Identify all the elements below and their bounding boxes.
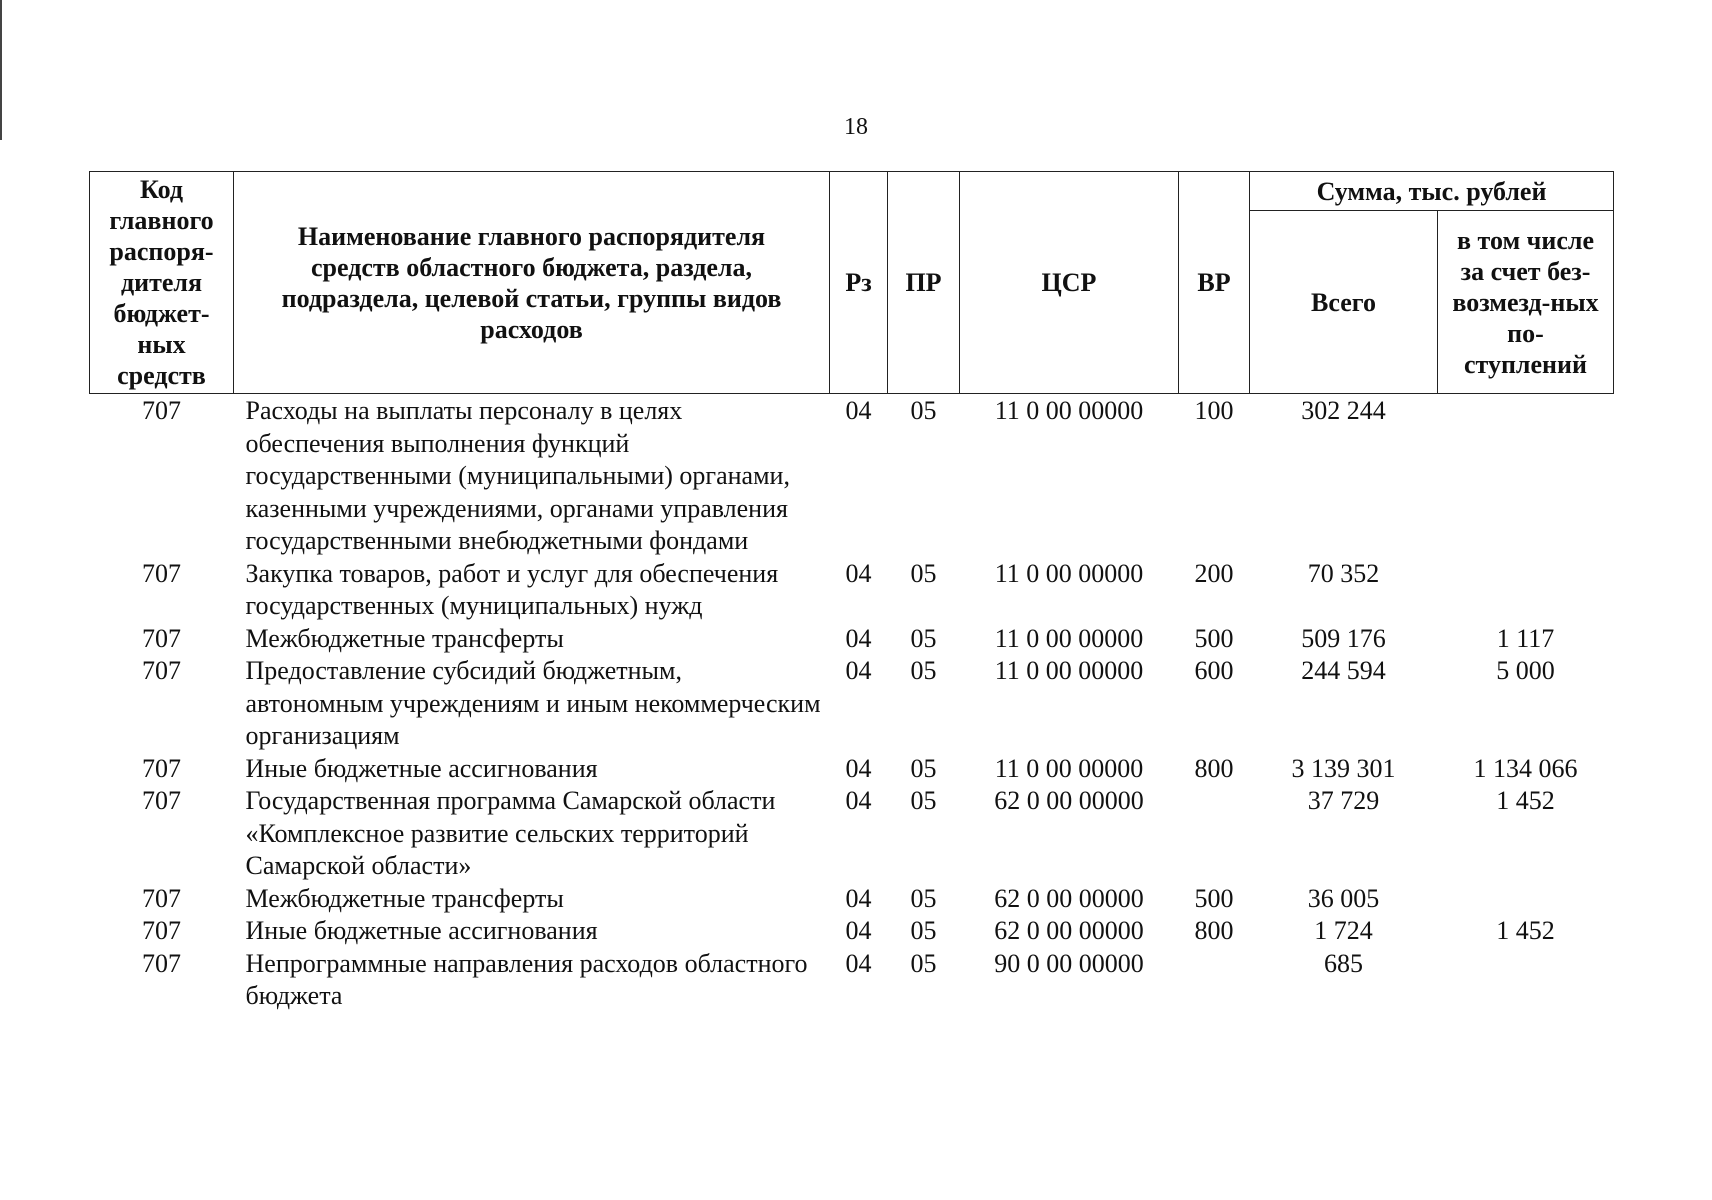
table-row <box>90 394 1614 558</box>
cell-pr: 05 <box>910 753 937 783</box>
cell-pr: 05 <box>910 623 937 653</box>
cell-total: 3 139 301 <box>1291 753 1396 783</box>
cell-grants: 1 117 <box>1496 623 1555 653</box>
cell-name: Межбюджетные трансферты <box>245 883 564 913</box>
cell-grants <box>1438 558 1614 623</box>
cell-pr: 05 <box>910 916 937 945</box>
cell-rz: 04 <box>845 753 872 783</box>
header-pr: ПР <box>888 172 960 394</box>
cell-rz: 04 <box>845 396 872 425</box>
cell-vr <box>1179 785 1250 883</box>
header-total: Всего <box>1250 211 1438 394</box>
cell-code: 707 <box>142 948 181 978</box>
cell-total: 509 176 <box>1301 623 1386 653</box>
table-row <box>90 623 1614 656</box>
cell-total: 70 352 <box>1307 558 1380 588</box>
table-body <box>90 394 1614 1013</box>
cell-pr: 05 <box>910 558 937 588</box>
cell-rz: 04 <box>845 623 872 653</box>
header-rz: Рз <box>830 172 888 394</box>
cell-csr: 11 0 00 00000 <box>994 753 1144 783</box>
cell-grants: 5 000 <box>1496 656 1555 685</box>
cell-name: Иные бюджетные ассигнования <box>245 916 598 945</box>
table-row <box>90 753 1614 786</box>
cell-code: 707 <box>142 753 181 783</box>
cell-name: Иные бюджетные ассигнования <box>245 753 598 783</box>
cell-name: Межбюджетные трансферты <box>245 623 564 653</box>
cell-grants: 1 452 <box>1496 786 1555 815</box>
cell-total: 36 005 <box>1307 883 1380 913</box>
header-name: Наименование главного распорядителя средств областного бюджета, раздела, подраздела, целевой статьи, группы видов расходов <box>234 172 830 394</box>
cell-vr: 100 <box>1194 396 1234 425</box>
cell-code: 707 <box>142 916 181 945</box>
header-sum-group: Сумма, тыс. рублей <box>1250 172 1614 211</box>
table-row <box>90 883 1614 916</box>
table-row <box>90 948 1614 1013</box>
cell-name: Непрограммные направления расходов областного бюджета <box>245 948 808 1010</box>
cell-grants <box>1438 394 1614 558</box>
cell-name: Предоставление субсидий бюджетным, автономным учреждениям и иным некоммерческим организациям <box>245 656 821 750</box>
table-row <box>90 558 1614 623</box>
cell-pr: 05 <box>910 948 937 978</box>
cell-vr: 800 <box>1194 916 1234 945</box>
cell-total: 1 724 <box>1314 916 1373 945</box>
cell-rz: 04 <box>845 558 872 588</box>
cell-total: 685 <box>1324 948 1363 978</box>
cell-csr: 62 0 00 00000 <box>994 916 1144 945</box>
header-grants: в том числе за счет без-возмезд-ных по-ступлений <box>1438 211 1614 394</box>
cell-pr: 05 <box>910 656 937 685</box>
cell-code: 707 <box>142 883 181 913</box>
cell-rz: 04 <box>845 883 872 913</box>
cell-vr: 500 <box>1194 623 1234 653</box>
cell-csr: 11 0 00 00000 <box>994 558 1144 588</box>
cell-vr: 800 <box>1194 753 1234 783</box>
cell-name: Закупка товаров, работ и услуг для обеспечения государственных (муниципальных) нужд <box>245 558 779 620</box>
cell-name: Государственная программа Самарской области «Комплексное развитие сельских территорий Самарской области» <box>245 786 776 880</box>
table-row <box>90 655 1614 753</box>
cell-rz: 04 <box>845 948 872 978</box>
cell-rz: 04 <box>845 786 872 815</box>
cell-csr: 11 0 00 00000 <box>994 656 1144 685</box>
cell-pr: 05 <box>910 396 937 425</box>
cell-csr: 11 0 00 00000 <box>994 396 1144 425</box>
cell-csr: 62 0 00 00000 <box>994 883 1144 913</box>
cell-csr: 11 0 00 00000 <box>994 623 1144 653</box>
cell-code: 707 <box>142 656 181 685</box>
page-number: 18 <box>844 114 868 140</box>
cell-vr: 200 <box>1194 558 1234 588</box>
table-header <box>90 172 1614 394</box>
header-code: Код главного распоря-дителя бюджет-ных средств <box>90 172 234 394</box>
header-csr: ЦСР <box>960 172 1179 394</box>
cell-vr <box>1179 948 1250 1013</box>
budget-table <box>89 171 1614 1013</box>
cell-total: 244 594 <box>1301 656 1386 685</box>
cell-grants: 1 452 <box>1496 916 1555 945</box>
cell-name: Расходы на выплаты персоналу в целях обеспечения выполнения функций государственными (муниципальными) органами, казенными учреждениями, органами управления государственными внебюджетными фондами <box>245 396 790 555</box>
cell-total: 37 729 <box>1307 786 1380 815</box>
cell-rz: 04 <box>845 656 872 685</box>
cell-vr: 600 <box>1194 656 1234 685</box>
cell-code: 707 <box>142 396 181 425</box>
cell-pr: 05 <box>910 883 937 913</box>
cell-total: 302 244 <box>1301 396 1386 425</box>
cell-grants: 1 134 066 <box>1473 753 1578 783</box>
cell-grants <box>1438 883 1614 916</box>
table-row <box>90 915 1614 948</box>
cell-pr: 05 <box>910 786 937 815</box>
table-row <box>90 785 1614 883</box>
cell-csr: 62 0 00 00000 <box>994 786 1144 815</box>
cell-code: 707 <box>142 623 181 653</box>
cell-rz: 04 <box>845 916 872 945</box>
cell-code: 707 <box>142 786 181 815</box>
cell-csr: 90 0 00 00000 <box>994 948 1144 978</box>
cell-code: 707 <box>142 558 181 588</box>
cell-vr: 500 <box>1194 883 1234 913</box>
cell-grants <box>1438 948 1614 1013</box>
header-vr: ВР <box>1179 172 1250 394</box>
